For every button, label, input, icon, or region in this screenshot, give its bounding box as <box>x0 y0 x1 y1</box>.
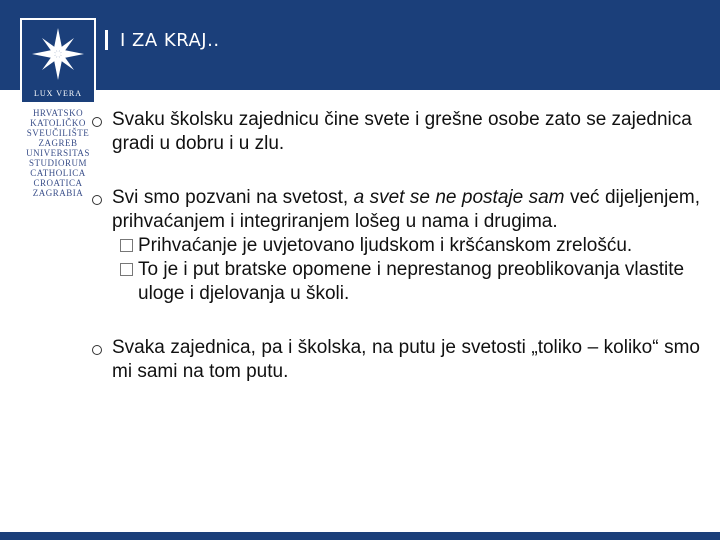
university-name-line: KATOLIČKO <box>30 118 86 128</box>
bullet-circle-icon <box>92 195 102 205</box>
sub-point <box>112 258 700 306</box>
sub-point <box>112 234 700 258</box>
bullet-text: Svaka zajednica, pa i školska, na putu je svetosti „toliko – koliko“ smo mi sami na tom putu. <box>112 337 700 382</box>
university-name-line: ZAGRABIA <box>32 188 84 198</box>
university-name-line: UNIVERSITAS <box>26 148 90 158</box>
title-bar <box>0 0 720 90</box>
bullet-text: Svaku školsku zajednicu čine svete i grešne osobe zato se zajednica gradi u dobru i u zlu. <box>112 109 692 154</box>
bullet-text <box>112 186 700 234</box>
university-name-line: ZAGREB <box>38 138 78 148</box>
university-name <box>20 108 96 198</box>
bullet-point <box>88 186 700 306</box>
university-name-line: SVEUČILIŠTE <box>26 128 90 138</box>
bullet-text-part: Svi smo pozvani na svetost, <box>112 187 354 208</box>
bullet-point <box>88 336 700 384</box>
sub-point-text: Prihvaćanje je uvjetovano ljudskom i kršćanskom zrelošću. <box>138 235 633 256</box>
slide-content <box>88 108 700 414</box>
university-name-line: CATHOLICA <box>30 168 86 178</box>
star-emblem-icon <box>22 20 94 90</box>
university-name-line: CROATICA <box>33 178 83 188</box>
slide-title: I ZA KRAJ.. <box>120 30 220 51</box>
university-name-line: STUDIORUM <box>28 158 87 168</box>
bullet-circle-icon <box>92 345 102 355</box>
bullet-circle-icon <box>92 117 102 127</box>
bullet-point <box>88 108 700 156</box>
title-accent <box>105 30 108 50</box>
logo-caption: LUX VERA <box>33 89 83 98</box>
university-logo <box>20 18 96 104</box>
university-name-line: HRVATSKO <box>32 108 84 118</box>
bullet-text-part: već dijeljenjem, prihvaćanjem i integriranjem lošeg u nama i drugima. <box>112 187 700 232</box>
checkbox-square-icon <box>120 239 133 252</box>
checkbox-square-icon <box>120 263 133 276</box>
bullet-text-emphasis: a svet se ne postaje sam <box>353 187 565 208</box>
bottom-line <box>0 532 720 540</box>
sub-point-text: To je i put bratske opomene i neprestanog preoblikovanja vlastite uloge i djelovanja u školi. <box>138 259 685 304</box>
